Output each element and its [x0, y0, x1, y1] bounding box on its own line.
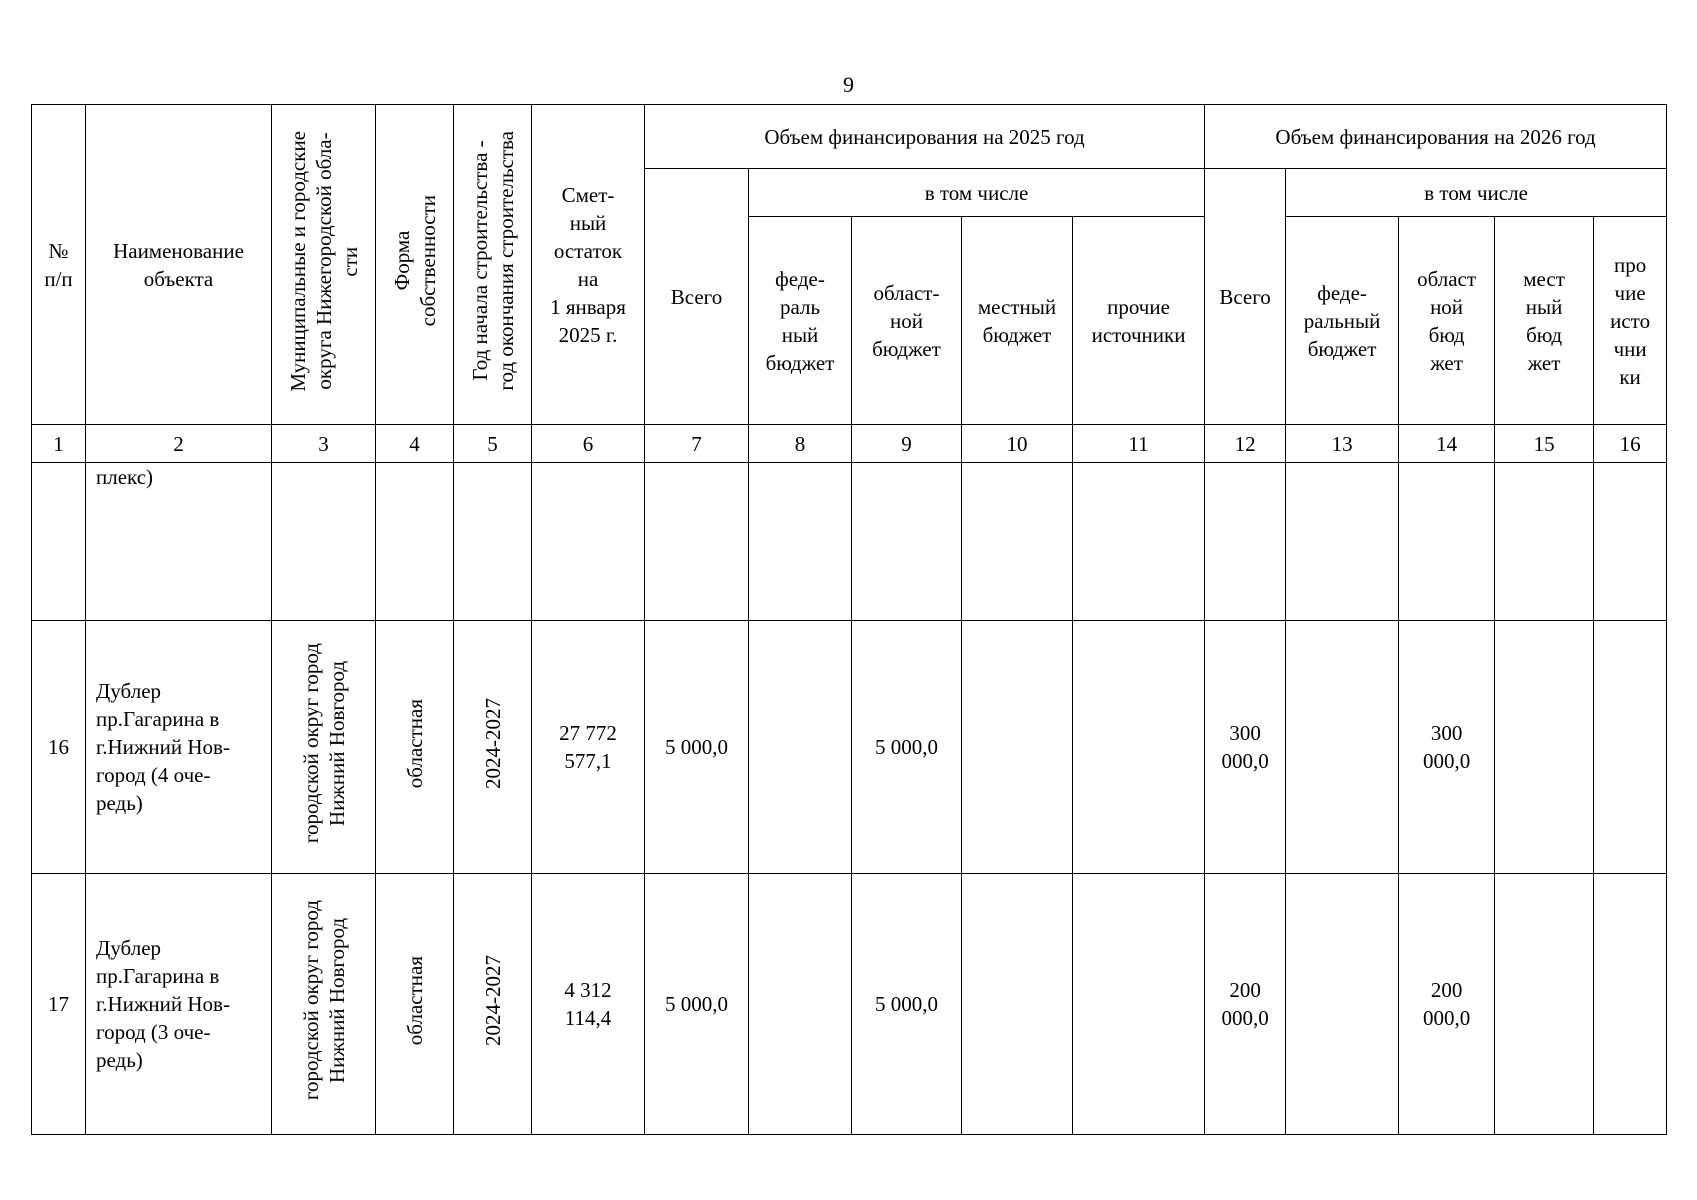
row-local-2026 [1495, 874, 1594, 1135]
row-ownership [376, 463, 454, 621]
row-ownership-cell [376, 874, 454, 1135]
header-regional-2026: област ной бюд жет [1399, 217, 1495, 425]
row-local-2025 [962, 621, 1073, 874]
header-regional-2025: област- ной бюджет [852, 217, 962, 425]
row-years [454, 463, 532, 621]
column-number: 12 [1205, 425, 1286, 463]
row-num: 16 [32, 621, 86, 874]
header-other-2026: про чие исто чни ки [1594, 217, 1667, 425]
column-number: 15 [1495, 425, 1594, 463]
header-local-2025: местный бюджет [962, 217, 1073, 425]
column-number: 1 [32, 425, 86, 463]
header-group-2025: Объем финансирования на 2025 год [645, 105, 1205, 169]
row-other-2025 [1073, 621, 1205, 874]
row-other-2025 [1073, 874, 1205, 1135]
column-number: 2 [86, 425, 272, 463]
row-municipality [272, 463, 376, 621]
row-estimate: 27 772 577,1 [532, 621, 645, 874]
column-number: 13 [1286, 425, 1399, 463]
table-row [32, 874, 1667, 1135]
column-numbers-row [32, 425, 1667, 463]
page-number: 9 [843, 72, 854, 97]
row-federal-2026 [1286, 874, 1399, 1135]
header-years-cell [454, 105, 532, 425]
header-num: № п/п [32, 105, 86, 425]
row-other-2026 [1594, 621, 1667, 874]
header-row-groups [32, 105, 1667, 169]
row-municipality: городской округ город Нижний Новгород [298, 643, 349, 844]
row-regional-2026 [1399, 463, 1495, 621]
column-number: 16 [1594, 425, 1667, 463]
row-total-2026: 300 000,0 [1205, 621, 1286, 874]
column-number: 14 [1399, 425, 1495, 463]
row-federal-2025 [749, 874, 852, 1135]
header-ownership: Форма собственности [389, 195, 440, 327]
row-name: плекс) [86, 463, 272, 621]
row-ownership: областная [402, 955, 427, 1046]
row-other-2025 [1073, 463, 1205, 621]
row-estimate: 4 312 114,4 [532, 874, 645, 1135]
table-row [32, 463, 1667, 621]
row-years: 2024-2027 [480, 698, 505, 789]
column-number: 9 [852, 425, 962, 463]
header-ownership-cell [376, 105, 454, 425]
row-municipality-cell [272, 874, 376, 1135]
row-local-2026 [1495, 621, 1594, 874]
row-estimate [532, 463, 645, 621]
row-municipality: городской округ город Нижний Новгород [298, 900, 349, 1101]
header-municipality-cell [272, 105, 376, 425]
header-including-2026: в том числе [1286, 169, 1667, 217]
row-ownership: областная [402, 698, 427, 789]
row-name: Дублер пр.Гагарина в г.Нижний Нов- город (4 оче- редь) [86, 621, 272, 874]
row-num: 17 [32, 874, 86, 1135]
row-regional-2025: 5 000,0 [852, 874, 962, 1135]
column-number: 7 [645, 425, 749, 463]
row-years-cell [454, 874, 532, 1135]
row-regional-2025 [852, 463, 962, 621]
row-regional-2026: 300 000,0 [1399, 621, 1495, 874]
row-years-cell [454, 621, 532, 874]
header-federal-2025: феде- раль ный бюджет [749, 217, 852, 425]
row-years: 2024-2027 [480, 955, 505, 1046]
row-ownership-cell [376, 621, 454, 874]
header-total-2026: Всего [1205, 169, 1286, 425]
header-total-2025: Всего [645, 169, 749, 425]
row-name: Дублер пр.Гагарина в г.Нижний Нов- город (3 оче- редь) [86, 874, 272, 1135]
header-federal-2026: феде- ральный бюджет [1286, 217, 1399, 425]
header-estimate: Смет- ный остаток на 1 января 2025 г. [532, 105, 645, 425]
row-federal-2025 [749, 463, 852, 621]
row-other-2026 [1594, 874, 1667, 1135]
header-including-2025: в том числе [749, 169, 1205, 217]
row-total-2026 [1205, 463, 1286, 621]
row-total-2025: 5 000,0 [645, 874, 749, 1135]
row-other-2026 [1594, 463, 1667, 621]
column-number: 8 [749, 425, 852, 463]
table-row [32, 621, 1667, 874]
row-regional-2025: 5 000,0 [852, 621, 962, 874]
row-local-2025 [962, 463, 1073, 621]
row-total-2026: 200 000,0 [1205, 874, 1286, 1135]
row-local-2026 [1495, 463, 1594, 621]
column-number: 4 [376, 425, 454, 463]
row-total-2025 [645, 463, 749, 621]
row-total-2025: 5 000,0 [645, 621, 749, 874]
column-number: 11 [1073, 425, 1205, 463]
row-local-2025 [962, 874, 1073, 1135]
row-federal-2025 [749, 621, 852, 874]
column-number: 3 [272, 425, 376, 463]
row-municipality-cell [272, 621, 376, 874]
header-local-2026: мест ный бюд жет [1495, 217, 1594, 425]
header-other-2025: прочие источники [1073, 217, 1205, 425]
header-years: Год начала строительства - год окончания строительства [467, 131, 518, 391]
header-municipality: Муниципальные и городские округа Нижегородской обла- сти [285, 130, 362, 392]
column-number: 10 [962, 425, 1073, 463]
row-regional-2026: 200 000,0 [1399, 874, 1495, 1135]
row-federal-2026 [1286, 621, 1399, 874]
header-name: Наименование объекта [86, 105, 272, 425]
column-number: 5 [454, 425, 532, 463]
row-num [32, 463, 86, 621]
column-number: 6 [532, 425, 645, 463]
financing-table [31, 104, 1667, 1135]
header-group-2026: Объем финансирования на 2026 год [1205, 105, 1667, 169]
row-federal-2026 [1286, 463, 1399, 621]
